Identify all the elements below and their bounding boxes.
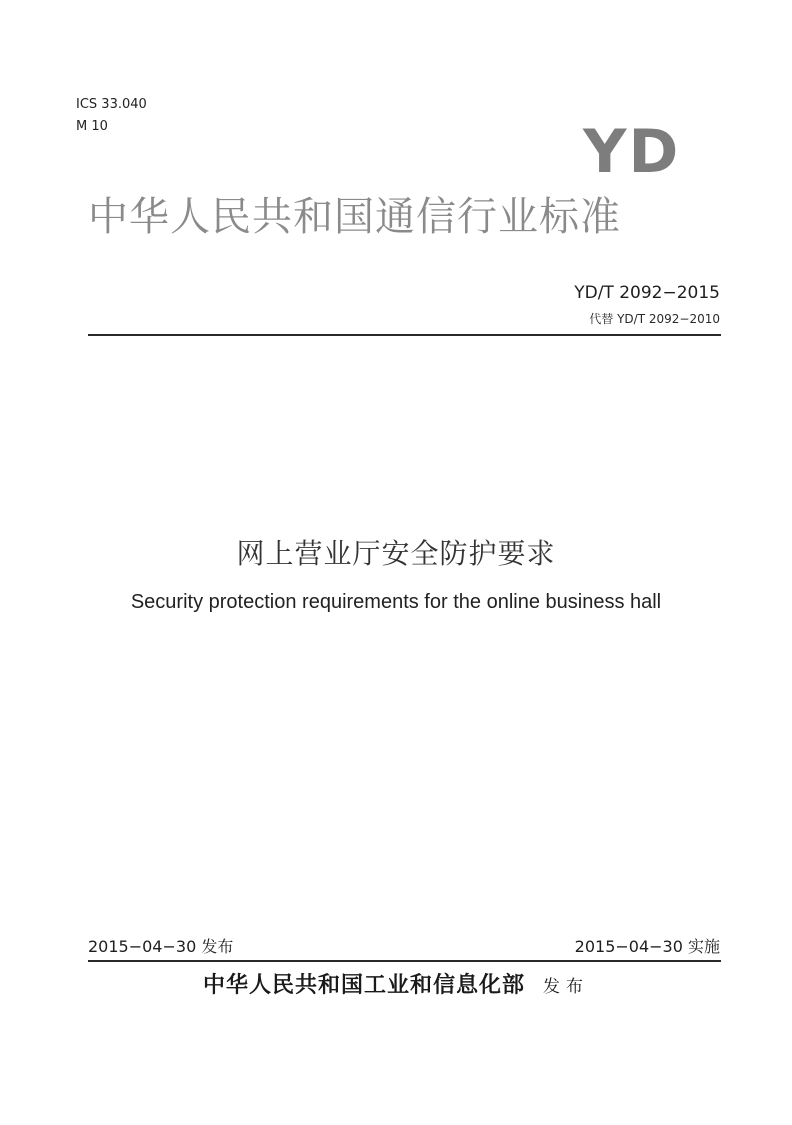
implementation-date: 2015−04−30 实施 <box>574 937 720 956</box>
classification-code: M 10 <box>76 119 108 134</box>
replaces-note: 代替 YD/T 2092−2010 <box>589 312 720 326</box>
ics-code: ICS 33.040 <box>76 97 147 112</box>
document-title-en: Security protection requirements for the online business hall <box>130 591 662 613</box>
top-divider <box>88 334 721 336</box>
document-title-cn: 网上营业厅安全防护要求 <box>236 537 556 570</box>
yd-logo: YD <box>583 117 681 187</box>
publish-label: 发布 <box>543 977 589 997</box>
standard-title: 中华人民共和国通信行业标准 <box>88 194 621 240</box>
issue-date: 2015−04−30 发布 <box>88 937 234 956</box>
standard-number: YD/T 2092−2015 <box>574 283 720 303</box>
bottom-divider <box>88 960 721 962</box>
publisher-row <box>0 967 792 1005</box>
publisher-name: 中华人民共和国工业和信息化部 <box>202 972 525 998</box>
